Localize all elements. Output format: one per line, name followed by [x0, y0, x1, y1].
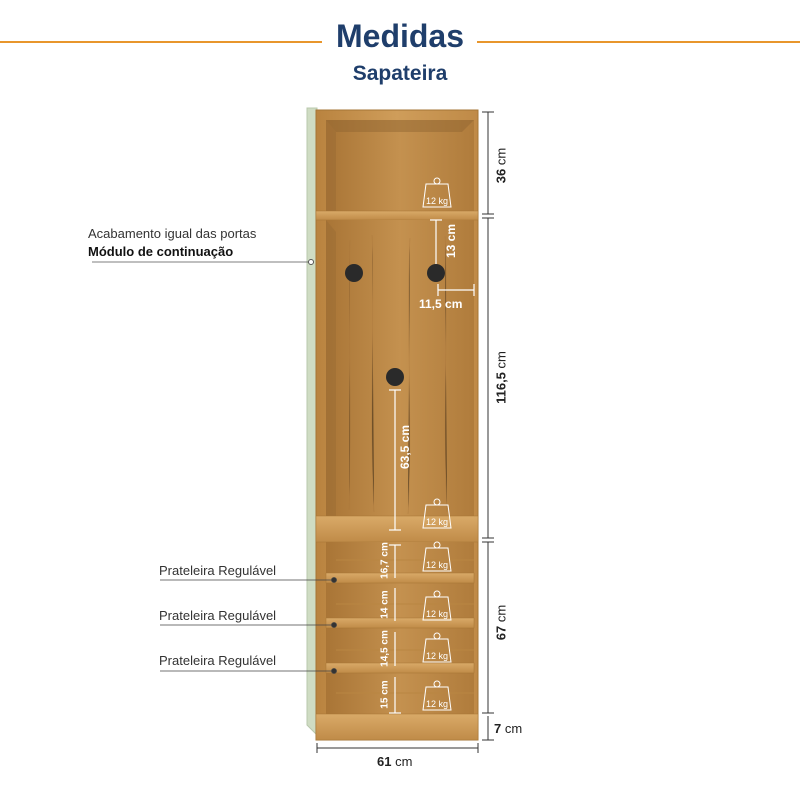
top-compartment	[326, 120, 474, 213]
hook-left	[345, 264, 363, 282]
dim-gap-3: 14,5 cm	[379, 630, 391, 667]
shelf-label-3: Prateleira Regulável	[159, 653, 277, 668]
weight-label-3: 12 kg	[425, 560, 449, 570]
dim-base-height: 7 cm	[494, 721, 523, 736]
shelf-label-2: Prateleira Regulável	[159, 608, 277, 623]
finish-callout-line1: Acabamento igual das portas	[88, 226, 257, 241]
shelf-label-1: Prateleira Regulável	[159, 563, 277, 578]
dim-lower-height: 67 cm	[493, 604, 509, 641]
weight-label-1: 12 kg	[425, 196, 449, 206]
hook-right	[427, 264, 445, 282]
page-subtitle: Sapateira	[352, 62, 448, 85]
dim-hook-drop: 13 cm	[444, 223, 458, 259]
dim-top-height: 36 cm	[493, 147, 509, 184]
dim-middle-height: 116,5 cm	[493, 351, 509, 404]
dim-gap-1: 16,7 cm	[379, 542, 391, 579]
dim-gap-2: 14 cm	[379, 590, 391, 619]
bench-shelf	[316, 516, 478, 542]
page-title: Medidas	[335, 18, 465, 54]
dim-gap-4: 15 cm	[379, 680, 391, 709]
weight-label-6: 12 kg	[425, 699, 449, 709]
weight-label-4: 12 kg	[425, 609, 449, 619]
dim-hook-to-shelf: 63,5 cm	[398, 424, 412, 470]
weight-label-5: 12 kg	[425, 651, 449, 661]
dim-hook-spacing: 11,5 cm	[419, 297, 463, 311]
hook-center	[386, 368, 404, 386]
finish-callout-line2: Módulo de continuação	[88, 244, 234, 259]
weight-label-2: 12 kg	[425, 517, 449, 527]
base-plinth	[316, 714, 478, 740]
dim-width: 61 cm	[377, 754, 413, 769]
